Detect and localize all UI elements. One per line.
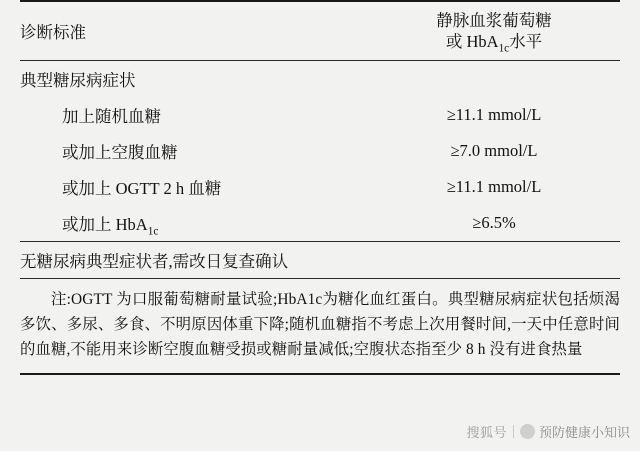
row-value-no-typical-symptoms: [368, 242, 620, 279]
row-label-no-typical-symptoms: 无糖尿病典型症状者,需改日复查确认: [20, 242, 368, 279]
watermark: [466, 422, 630, 441]
row-label-ogtt-2h-glucose: 或加上 OGTT 2 h 血糖: [62, 179, 222, 198]
watermark-account-name: 预防健康小知识: [538, 425, 630, 440]
row-value-hba1c: ≥6.5%: [472, 213, 516, 232]
avatar: [520, 424, 535, 439]
page-footer: [0, 419, 640, 445]
row-value-typical-symptoms: [368, 61, 620, 98]
table-row: [20, 61, 620, 98]
table-header-row: [20, 1, 620, 61]
row-label-typical-symptoms: 典型糖尿病症状: [20, 61, 368, 98]
table-row: [20, 242, 620, 279]
row-value-ogtt-2h-glucose: ≥11.1 mmol/L: [446, 177, 542, 196]
watermark-brand: 搜狐号: [466, 425, 507, 440]
header-cell-value: [368, 1, 620, 61]
row-hba-pre: 或加上 HbA: [62, 215, 148, 234]
row-label-random-glucose: 加上随机血糖: [62, 107, 161, 126]
table-row: [20, 169, 620, 205]
row-label-hba1c: [20, 205, 368, 242]
table-row: [20, 133, 620, 169]
table-row: [20, 97, 620, 133]
table-footnote: [18, 279, 622, 373]
footnote-text: 注:OGTT 为口服葡萄糖耐量试验;HbA1c为糖化血红蛋白。典型糖尿病症状包括烦渴多饮、多尿、多食、不明原因体重下降;随机血糖指不考虑上次用餐时间,一天中任意时间的血糖,不能用来诊断空腹血糖受损或糖耐量减低;空腹状态指至少 8 h 没有进食热量: [20, 291, 620, 358]
table-row: [20, 205, 620, 242]
row-label-fasting-glucose: 或加上空腹血糖: [62, 143, 178, 162]
watermark-divider: [513, 425, 514, 438]
row-value-random-glucose: ≥11.1 mmol/L: [446, 105, 542, 124]
header-cell-criteria: 诊断标准: [20, 1, 368, 61]
header-hba-pre: 或 HbA: [445, 32, 499, 51]
header-hba-post: 水平: [509, 32, 543, 51]
footnote-bottom-rule: [20, 373, 620, 375]
header-value-line2: [368, 31, 620, 55]
header-hba-subscript: 1c: [498, 42, 510, 55]
row-value-fasting-glucose: ≥7.0 mmol/L: [450, 141, 538, 160]
watermark-account: [520, 422, 630, 441]
header-value-line1: 静脉血浆葡萄糖: [436, 10, 552, 30]
row-hba-subscript: 1c: [147, 225, 159, 238]
diagnostic-criteria-table: [20, 0, 620, 279]
